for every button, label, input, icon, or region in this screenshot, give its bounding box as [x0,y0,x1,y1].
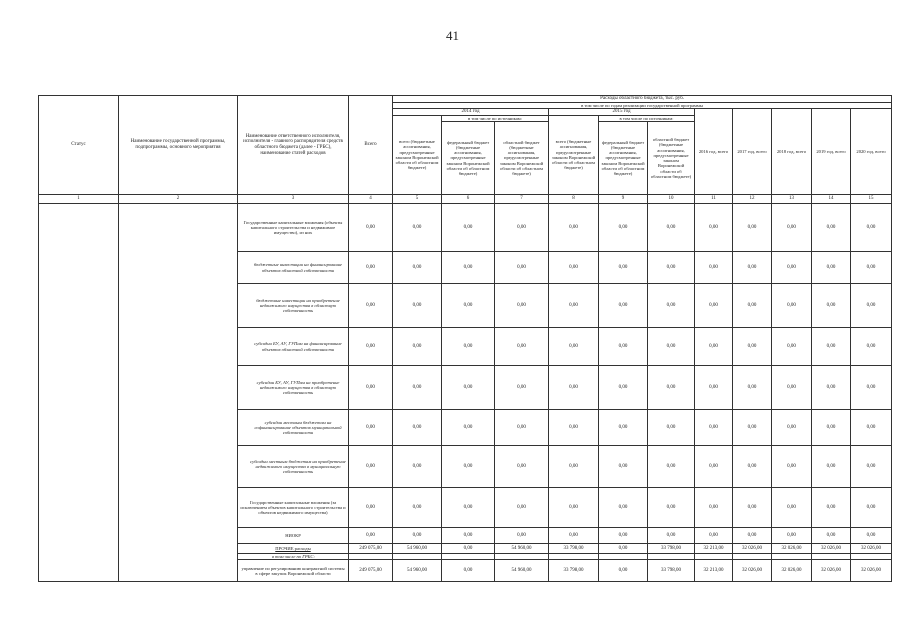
value-cell: 0,00 [599,560,648,582]
value-cell: 0,00 [599,204,648,252]
value-cell: 0,00 [851,252,892,284]
program-cell [119,204,238,582]
value-cell: 0,00 [733,328,772,366]
header-by-years: в том числе по годам реализации государственной программы [393,102,892,108]
value-cell: 0,00 [648,528,695,544]
value-cell: 0,00 [442,284,495,328]
value-cell: 0,00 [695,328,733,366]
value-cell: 0,00 [495,488,549,528]
value-cell: 0,00 [733,252,772,284]
value-cell: 0,00 [695,204,733,252]
column-number: 11 [695,195,733,204]
header-col9: федеральный бюджет (бюджетные ассигнования, предусмотренные законом Воронежской области об областном бюджете) [599,122,648,195]
value-cell: 32 213,00 [695,544,733,554]
table-row [39,204,892,252]
value-cell: 0,00 [772,284,812,328]
value-cell: 0,00 [733,488,772,528]
value-cell: 0,00 [695,366,733,410]
status-cell [39,204,119,582]
row-name: бюджетные инвестиции на финансирование объектов областной собственности [238,252,349,284]
header-col7: областной бюджет (бюджетные ассигнования, предусмотренные законом Воронежской области об областном бюджете) [495,122,549,195]
value-cell: 32 026,00 [772,544,812,554]
column-number: 5 [393,195,442,204]
header-col14: 2019 год, всего [812,109,851,195]
page-number: 41 [446,28,459,43]
value-cell: 32 026,00 [812,544,851,554]
value-cell: 0,00 [442,446,495,488]
column-number: 4 [349,195,393,204]
value-cell: 0,00 [851,366,892,410]
column-number: 13 [772,195,812,204]
column-number: 9 [599,195,648,204]
value-cell: 0,00 [851,488,892,528]
column-number: 10 [648,195,695,204]
value-cell: 0,00 [772,488,812,528]
value-cell: 54 960,00 [495,544,549,554]
column-number: 3 [238,195,349,204]
header-incl-sources-2014: в том числе по источникам: [442,115,549,121]
value-cell: 0,00 [599,252,648,284]
column-number: 8 [549,195,599,204]
column-number: 7 [495,195,549,204]
header-incl-sources-2015: в том числе по источникам: [599,115,695,121]
value-cell: 0,00 [349,488,393,528]
value-cell: 0,00 [549,528,599,544]
header-year-2015: 2015 год [549,109,695,116]
column-number: 1 [39,195,119,204]
value-cell: 0,00 [495,252,549,284]
value-cell: 0,00 [733,528,772,544]
value-cell: 0,00 [648,488,695,528]
value-cell: 32 026,00 [733,544,772,554]
value-cell: 0,00 [393,488,442,528]
value-cell: 0,00 [812,446,851,488]
header-status: Статус [39,96,119,195]
value-cell: 0,00 [851,204,892,252]
header-col11: 2016 год, всего [695,109,733,195]
value-cell: 33 798,00 [549,560,599,582]
value-cell: 0,00 [648,366,695,410]
value-cell: 0,00 [851,284,892,328]
row-name: управление по регулированию контрактной системы в сфере закупок Воронежской области [238,560,349,582]
value-cell: 0,00 [648,284,695,328]
value-cell: 0,00 [599,544,648,554]
value-cell: 0,00 [442,252,495,284]
value-cell: 0,00 [812,488,851,528]
value-cell: 0,00 [393,366,442,410]
value-cell: 0,00 [599,410,648,446]
row-name: субсидии местным бюджетам на софинансирование объектов муниципальной собственности [238,410,349,446]
value-cell: 0,00 [442,204,495,252]
value-cell: 0,00 [442,328,495,366]
value-cell: 0,00 [495,328,549,366]
header-col13: 2018 год, всего [772,109,812,195]
value-cell: 0,00 [495,204,549,252]
column-number: 2 [119,195,238,204]
column-number: 12 [733,195,772,204]
value-cell: 0,00 [695,446,733,488]
header-col10: областной бюджет (бюджетные ассигнования, предусмотренные законом Воронежской области об областном бюджете) [648,122,695,195]
value-cell: 0,00 [549,252,599,284]
value-cell: 33 798,00 [549,544,599,554]
subheading: в том числе по ГРБС: [238,554,349,560]
value-cell: 0,00 [549,410,599,446]
value-cell: 0,00 [349,446,393,488]
value-cell: 0,00 [393,328,442,366]
table-body [39,204,892,582]
header-col12: 2017 год, всего [733,109,772,195]
value-cell: 0,00 [772,252,812,284]
value-cell: 54 960,00 [393,544,442,554]
value-cell: 0,00 [442,410,495,446]
budget-table [38,95,892,582]
value-cell: 0,00 [648,252,695,284]
value-cell: 0,00 [442,560,495,582]
value-cell: 0,00 [733,366,772,410]
value-cell: 0,00 [549,488,599,528]
value-cell: 0,00 [599,366,648,410]
value-cell: 0,00 [812,410,851,446]
value-cell: 0,00 [349,528,393,544]
value-cell: 0,00 [648,204,695,252]
header-col8: всего (бюджетные ассигнования, предусмотренные законом Воронежской области об областном бюджете) [549,115,599,194]
value-cell: 0,00 [549,446,599,488]
value-cell: 249 075,00 [349,560,393,582]
value-cell: 32 026,00 [812,560,851,582]
row-name: Государственные капитальные вложения (за исключением объектов капитального строительства и объектов недвижимого имущества) [238,488,349,528]
value-cell: 0,00 [349,284,393,328]
value-cell: 0,00 [599,488,648,528]
value-cell: 0,00 [599,284,648,328]
value-cell: 0,00 [733,410,772,446]
value-cell: 0,00 [349,204,393,252]
value-cell: 0,00 [393,284,442,328]
value-cell: 0,00 [851,446,892,488]
value-cell: 0,00 [349,252,393,284]
value-cell: 0,00 [349,410,393,446]
value-cell: 0,00 [851,328,892,366]
value-cell: 0,00 [772,204,812,252]
value-cell: 0,00 [851,528,892,544]
value-cell: 0,00 [442,544,495,554]
value-cell: 54 960,00 [393,560,442,582]
value-cell: 0,00 [812,366,851,410]
value-cell: 0,00 [695,528,733,544]
value-cell: 0,00 [599,446,648,488]
value-cell: 0,00 [349,366,393,410]
value-cell: 32 026,00 [851,560,892,582]
column-number: 6 [442,195,495,204]
value-cell: 0,00 [695,488,733,528]
value-cell: 0,00 [648,328,695,366]
value-cell: 0,00 [393,410,442,446]
value-cell: 0,00 [393,528,442,544]
value-cell: 0,00 [495,446,549,488]
value-cell: 54 960,00 [495,560,549,582]
value-cell: 0,00 [495,284,549,328]
value-cell: 0,00 [695,252,733,284]
value-cell: 0,00 [812,204,851,252]
value-cell: 0,00 [772,446,812,488]
column-numbers-row [39,195,892,204]
value-cell: 0,00 [393,204,442,252]
value-cell: 0,00 [695,284,733,328]
value-cell: 0,00 [349,328,393,366]
header-col6: федеральный бюджет (бюджетные ассигнования, предусмотренные законом Воронежской области об областном бюджете) [442,122,495,195]
value-cell: 0,00 [599,328,648,366]
value-cell: 0,00 [812,528,851,544]
row-name: бюджетные инвестиции на приобретение недвижимого имущества в областную собственность [238,284,349,328]
header-executor: Наименование ответственного исполнителя, исполнителя - главного распорядителя средств областного бюджета (далее - ГРБС), наименование статей расходов [238,96,349,195]
value-cell: 0,00 [495,366,549,410]
value-cell: 0,00 [772,528,812,544]
value-cell: 33 798,00 [648,544,695,554]
value-cell: 0,00 [549,366,599,410]
value-cell: 0,00 [812,328,851,366]
value-cell: 0,00 [851,410,892,446]
row-name: Государственные капитальные вложения (объекты капитального строительства и недвижимое имущество), из них [238,204,349,252]
value-cell: 0,00 [733,446,772,488]
row-name: субсидии БУ, АУ, ГУПам на приобретение недвижимого имущества в областную собственность [238,366,349,410]
header-col5: всего (бюджетные ассигнования, предусмотренные законом Воронежской области об областном бюджете) [393,115,442,194]
value-cell: 32 026,00 [772,560,812,582]
value-cell: 0,00 [648,446,695,488]
value-cell: 0,00 [393,446,442,488]
value-cell: 0,00 [772,366,812,410]
value-cell: 32 026,00 [851,544,892,554]
value-cell: 33 798,00 [648,560,695,582]
value-cell: 0,00 [442,528,495,544]
value-cell: 0,00 [695,410,733,446]
header-expenses: Расходы областного бюджета, тыс. руб. [393,96,892,103]
value-cell: 0,00 [812,284,851,328]
value-cell: 0,00 [812,252,851,284]
header-year-2014: 2014 год [393,109,549,116]
header-col15: 2020 год, всего [851,109,892,195]
column-number: 14 [812,195,851,204]
value-cell: 0,00 [495,410,549,446]
value-cell: 249 075,00 [349,544,393,554]
row-name: субсидии БУ, АУ, ГУПам на финансирование объектов областной собственности [238,328,349,366]
column-number: 15 [851,195,892,204]
value-cell: 0,00 [733,284,772,328]
value-cell: 0,00 [393,252,442,284]
header-program-name: Наименование государственной программы, подпрограммы, основного мероприятия [119,96,238,195]
value-cell: 0,00 [599,528,648,544]
header-total: Всего [349,96,393,195]
value-cell: 0,00 [549,204,599,252]
value-cell: 0,00 [772,410,812,446]
value-cell: 0,00 [442,366,495,410]
row-name: НИОКР [238,528,349,544]
value-cell: 0,00 [772,328,812,366]
value-cell: 0,00 [549,284,599,328]
row-name: субсидии местным бюджетам на приобретение недвижимого имущества в муниципальную собственность [238,446,349,488]
value-cell: 0,00 [549,328,599,366]
row-name: ПРОЧИЕ расходы [238,544,349,554]
value-cell: 32 213,00 [695,560,733,582]
value-cell: 0,00 [442,488,495,528]
value-cell: 0,00 [648,410,695,446]
value-cell: 0,00 [733,204,772,252]
value-cell: 32 026,00 [733,560,772,582]
value-cell: 0,00 [495,528,549,544]
